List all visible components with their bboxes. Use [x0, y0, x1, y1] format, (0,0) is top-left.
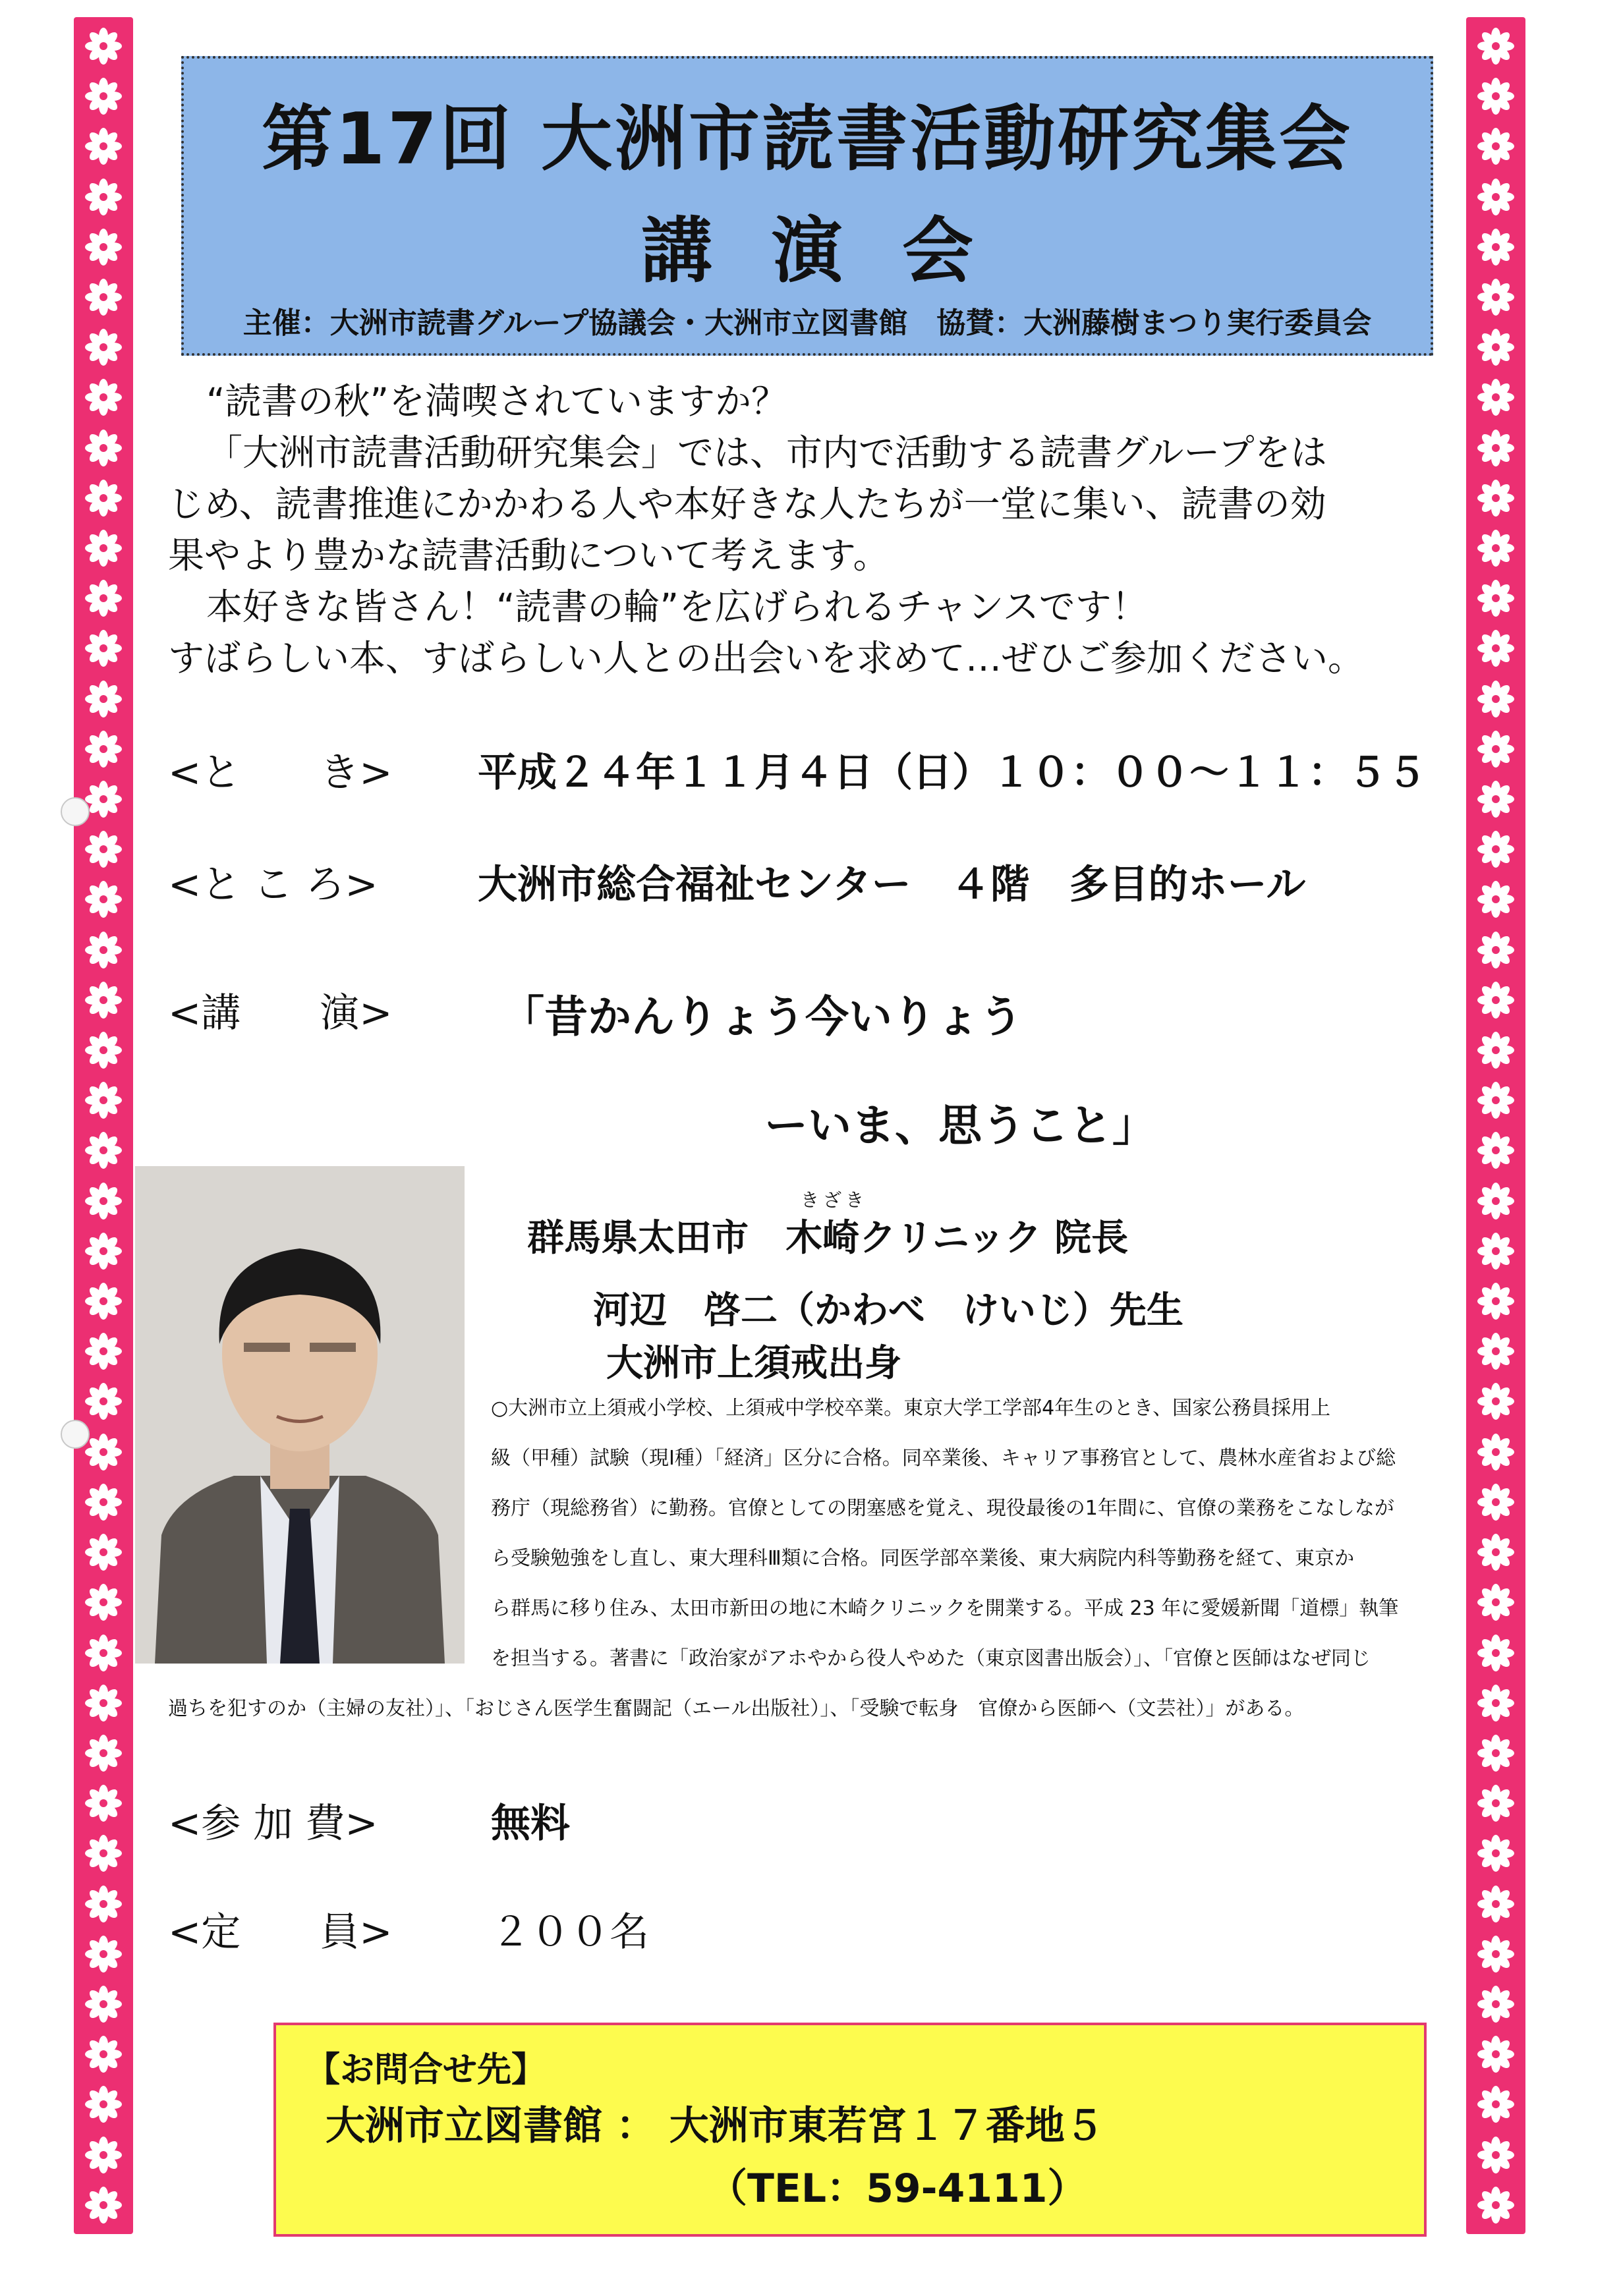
when-label: <と き> [168, 750, 393, 796]
flower-icon [84, 428, 123, 468]
flower-icon [1476, 1181, 1516, 1221]
flower-icon [1476, 1131, 1516, 1170]
flower-icon [84, 779, 123, 819]
flower-icon [84, 1281, 123, 1321]
flower-icon [84, 1331, 123, 1371]
intro-line: じめ、読書推進にかかわる人や本好きな人たちが一堂に集い、読書の効 [168, 483, 1326, 525]
bio-line: を担当する。著書に「政治家がアホやから役人やめた（東京図書出版会）」、「官僚と医師はなぜ同じ [491, 1647, 1371, 1670]
flower-icon [1476, 930, 1516, 970]
left-floral-border [74, 17, 133, 2234]
fee-row [168, 1792, 570, 1849]
capacity-label: <定 員> [168, 1909, 393, 1955]
flower-icon [84, 177, 123, 217]
flower-icon [84, 679, 123, 719]
where-label: <と こ ろ> [168, 862, 378, 908]
speaker-photo [135, 1166, 465, 1664]
flower-icon [84, 1382, 123, 1421]
event-title: 第17回 大洲市読書活動研究集会 [262, 98, 1353, 181]
flower-icon [1476, 528, 1516, 568]
flower-icon [84, 829, 123, 869]
when-row [168, 741, 1427, 798]
flower-icon [84, 1482, 123, 1522]
flower-icon [84, 1131, 123, 1170]
flower-icon [1476, 829, 1516, 869]
speaker-name: 河辺 啓二（かわべ けいじ）先生 [593, 1289, 1183, 1332]
flower-icon [1476, 1432, 1516, 1472]
flower-icon [1476, 679, 1516, 719]
bio-line: ら受験勉強をし直し、東大理科Ⅲ類に合格。同医学部卒業後、東大病院内科等勤務を経て、東京か [491, 1547, 1355, 1570]
flower-icon [84, 880, 123, 919]
flower-icon [84, 629, 123, 668]
when-value: 平成２４年１１月４日（日）１０：００～１１：５５ [478, 750, 1427, 796]
contact-phone: （TEL：59-4111） [708, 2166, 1087, 2212]
intro-line: “読書の秋”を満喫されていますか？ [206, 380, 787, 422]
flower-icon [1476, 2185, 1516, 2225]
flower-icon [1476, 1884, 1516, 1924]
flower-icon [1476, 428, 1516, 468]
flower-icon [84, 277, 123, 317]
flower-icon [1476, 1733, 1516, 1773]
intro-line: すばらしい本、すばらしい人との出会いを求めて…ぜひご参加ください。 [168, 637, 1365, 679]
flower-icon [1476, 1582, 1516, 1622]
flower-icon [1476, 1532, 1516, 1572]
flower-icon [84, 528, 123, 568]
flower-icon [1476, 26, 1516, 66]
flower-icon [1476, 1382, 1516, 1421]
fee-value: 無料 [491, 1801, 570, 1847]
flower-icon [84, 378, 123, 417]
flower-icon [84, 1532, 123, 1572]
flower-icon [84, 478, 123, 518]
event-subtitle: 講演会 [640, 210, 1033, 293]
flower-icon [1476, 1783, 1516, 1823]
contact-address: 大洲市立図書館 ： 大洲市東若宮１７番地５ [326, 2103, 1104, 2149]
speaker-clinic-ruby: きざき [801, 1189, 868, 1211]
speaker-portrait-image [135, 1166, 465, 1664]
flower-icon [84, 1984, 123, 2024]
flower-icon [1476, 126, 1516, 166]
flower-icon [1476, 779, 1516, 819]
flower-icon [1476, 76, 1516, 116]
bio-line: 務庁（現総務省）に勤務。官僚としての閉塞感を覚え、現役最後の1年間に、官僚の業務をこなしなが [491, 1497, 1394, 1520]
flower-icon [1476, 578, 1516, 618]
talk-label: <講 演> [168, 990, 393, 1036]
flower-icon [1476, 2135, 1516, 2175]
flower-icon [1476, 1080, 1516, 1120]
where-value: 大洲市総合福祉センター ４階 多目的ホール [478, 862, 1306, 908]
flower-icon [84, 2034, 123, 2074]
flower-icon [1476, 478, 1516, 518]
flower-icon [1476, 1633, 1516, 1673]
punch-hole [61, 797, 90, 826]
flower-icon [84, 1633, 123, 1673]
flower-icon [84, 1733, 123, 1773]
talk-title-line2: ーいま、思うこと」 [764, 1100, 1156, 1151]
flower-icon [84, 1934, 123, 1974]
right-floral-border [1466, 17, 1525, 2234]
flower-icon [84, 227, 123, 267]
flower-icon [1476, 1934, 1516, 1974]
flower-icon [84, 980, 123, 1020]
flower-icon [1476, 1030, 1516, 1070]
flower-icon [1476, 378, 1516, 417]
punch-hole [61, 1420, 90, 1449]
flower-icon [1476, 1683, 1516, 1723]
intro-line: 「大洲市読書活動研究集会」では、市内で活動する読書グループをは [206, 432, 1327, 474]
bio-line: ○大洲市立上須戒小学校、上須戒中学校卒業。東京大学工学部4年生のとき、国家公務員採用上 [491, 1397, 1331, 1420]
flower-icon [1476, 277, 1516, 317]
flower-icon [1476, 880, 1516, 919]
sponsors-line: 主催：大洲市読書グループ協議会・大洲市立図書館 協賛：大洲藤樹まつり実行委員会 [242, 306, 1372, 340]
flower-icon [84, 1432, 123, 1472]
flower-icon [84, 578, 123, 618]
flower-icon [84, 1030, 123, 1070]
flower-icon [84, 1582, 123, 1622]
intro-text [168, 376, 1460, 684]
flower-icon [1476, 980, 1516, 1020]
flower-icon [84, 1884, 123, 1924]
where-row [168, 853, 1305, 910]
flower-icon [1476, 1281, 1516, 1321]
intro-line: 本好きな皆さん！“読書の輪”を広げられるチャンスです！ [206, 586, 1148, 628]
flower-icon [1476, 177, 1516, 217]
flower-icon [84, 729, 123, 769]
flower-icon [84, 26, 123, 66]
contact-box [273, 2023, 1427, 2237]
flower-icon [84, 1783, 123, 1823]
bio-line: 級（甲種）試験（現Ⅰ種）「経済」区分に合格。同卒業後、キャリア事務官として、農林水産省および総 [491, 1447, 1396, 1470]
flower-icon [84, 1834, 123, 1873]
flower-icon [1476, 1482, 1516, 1522]
header-banner [181, 56, 1433, 356]
flower-icon [1476, 729, 1516, 769]
flower-icon [1476, 2085, 1516, 2124]
contact-heading: 【お問合せ先】 [306, 2050, 546, 2090]
flower-icon [1476, 2034, 1516, 2074]
flower-icon [84, 1080, 123, 1120]
talk-title-line1: 「昔かんりょう今いりょう [501, 992, 1023, 1042]
speaker-hometown: 大洲市上須戒出身 [606, 1342, 901, 1385]
flower-icon [1476, 1984, 1516, 2024]
flower-icon [84, 2135, 123, 2175]
talk-row [168, 982, 478, 1038]
capacity-row [168, 1901, 649, 1957]
flower-icon [84, 76, 123, 116]
bio-line: ら群馬に移り住み、太田市新田の地に木崎クリニックを開業する。平成 23 年に愛媛新聞「道標」執筆 [491, 1597, 1399, 1620]
flower-icon [84, 2185, 123, 2225]
bio-line: 過ちを犯すのか（主婦の友社）」、「おじさん医学生奮闘記（エール出版社）」、「受験で転身 官僚から医師へ（文芸社）」がある。 [168, 1697, 1305, 1720]
capacity-value: ２００名 [491, 1909, 649, 1955]
flower-icon [1476, 629, 1516, 668]
flower-icon [84, 1231, 123, 1271]
flower-icon [84, 1683, 123, 1723]
intro-line: 果やより豊かな読書活動について考えます。 [168, 534, 890, 576]
flower-icon [84, 930, 123, 970]
flower-icon [1476, 227, 1516, 267]
speaker-affiliation: 群馬県太田市 木崎クリニック 院長 [527, 1217, 1129, 1260]
flower-icon [1476, 1231, 1516, 1271]
flower-icon [84, 126, 123, 166]
flower-icon [1476, 327, 1516, 367]
flower-icon [84, 2085, 123, 2124]
flower-icon [1476, 1834, 1516, 1873]
flower-icon [84, 327, 123, 367]
flower-icon [1476, 1331, 1516, 1371]
flower-icon [84, 1181, 123, 1221]
fee-label: <参 加 費> [168, 1801, 378, 1847]
